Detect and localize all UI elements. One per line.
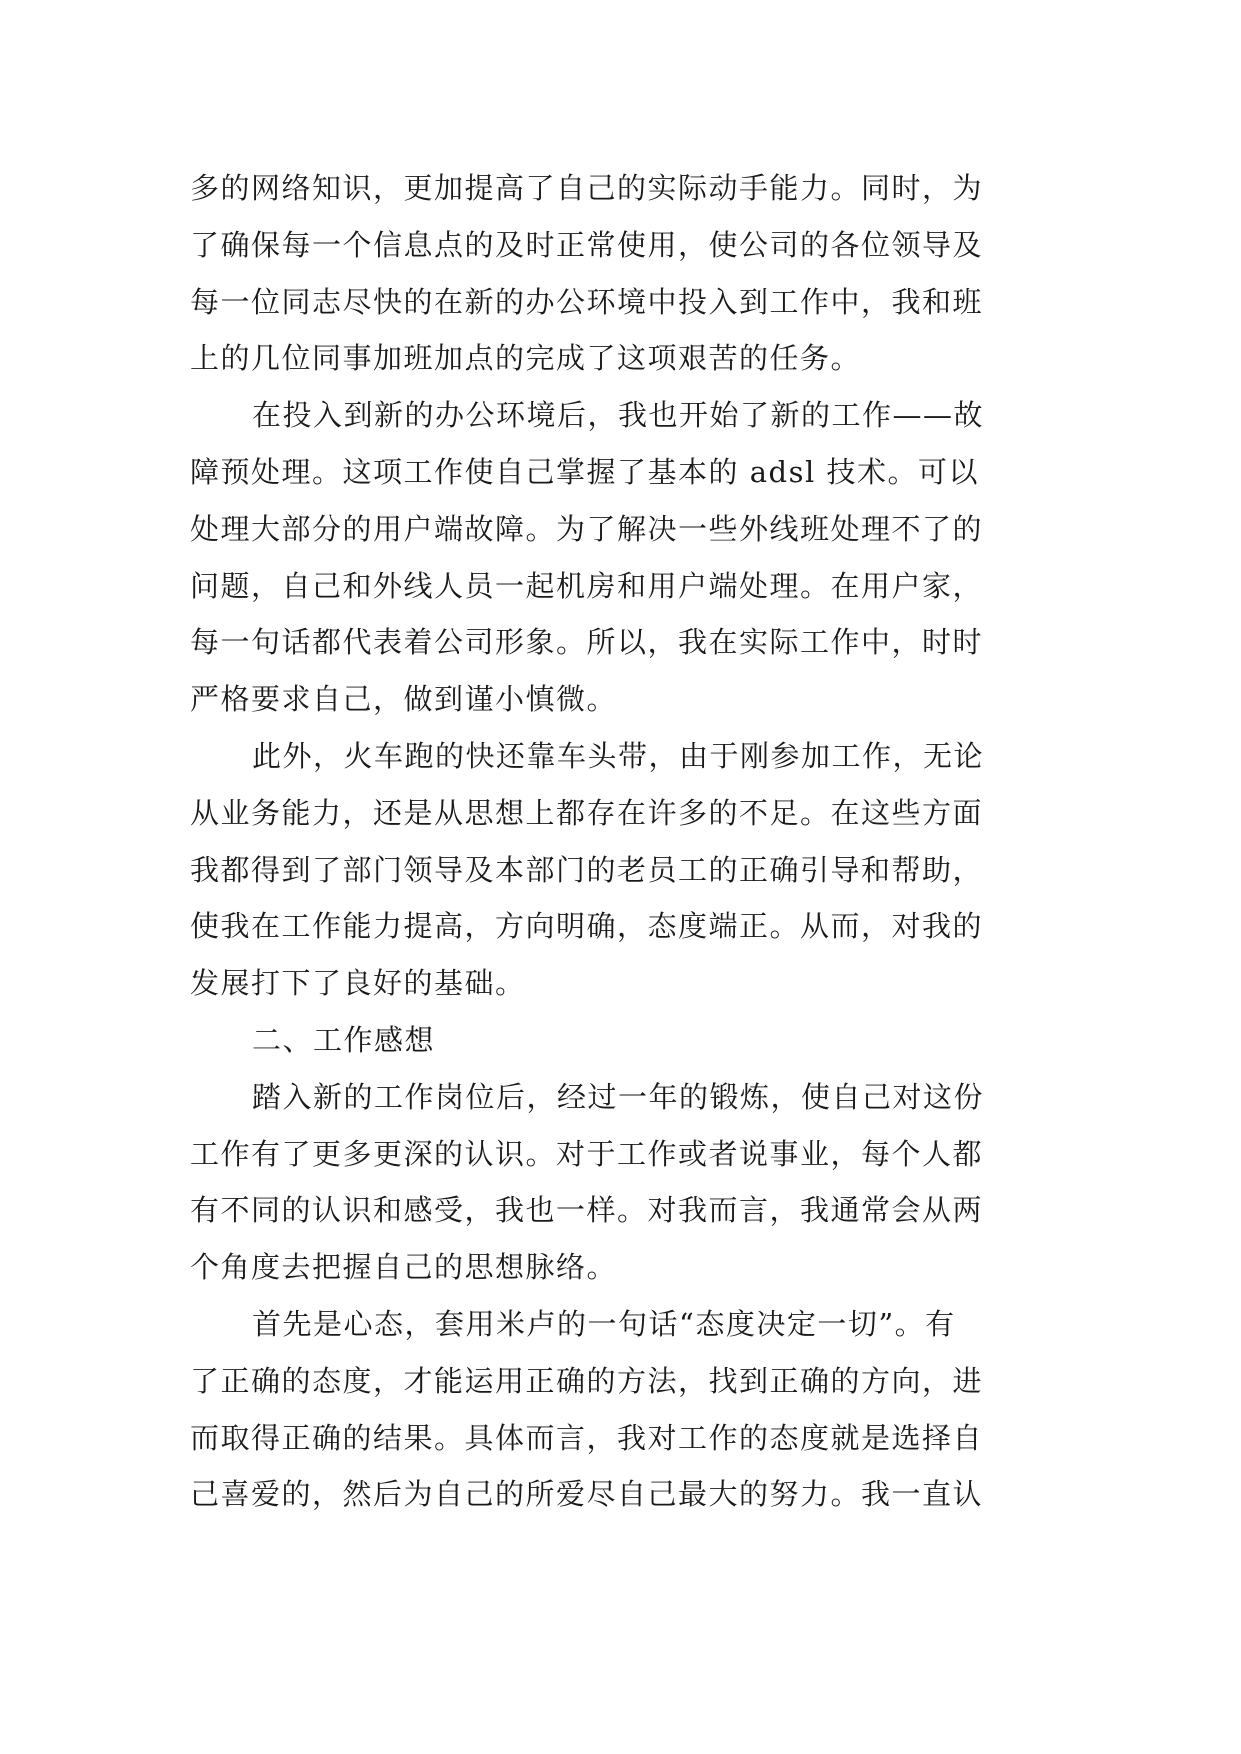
text-line: 上的几位同事加班加点的完成了这项艰苦的任务。: [190, 341, 862, 376]
text-line: 每一位同志尽快的在新的办公环境中投入到工作中，我和班: [190, 284, 984, 319]
text-line: 障预处理。这项工作使自己掌握了基本的 adsl 技术。可以: [190, 454, 979, 489]
text-line: 处理大部分的用户端故障。为了解决一些外线班处理不了的: [190, 511, 984, 546]
paragraph-first-line: 在投入到新的办公环境后，我也开始了新的工作——故: [252, 398, 985, 433]
text-line: 发展打下了良好的基础。: [190, 966, 526, 1001]
text-line: 从业务能力，还是从思想上都存在许多的不足。在这些方面: [190, 795, 984, 830]
document-body: [190, 160, 1050, 1523]
text-line: 问题，自己和外线人员一起机房和用户端处理。在用户家，: [190, 568, 984, 603]
text-line: 个角度去把握自己的思想脉络。: [190, 1250, 618, 1285]
text-line: 工作有了更多更深的认识。对于工作或者说事业，每个人都: [190, 1136, 984, 1171]
text-line: 多的网络知识，更加提高了自己的实际动手能力。同时，为: [190, 171, 984, 205]
text-line: 而取得正确的结果。具体而言，我对工作的态度就是选择自: [190, 1420, 984, 1455]
paragraph-first-line: 踏入新的工作岗位后，经过一年的锻炼，使自己对这份: [252, 1079, 985, 1114]
text-line: 我都得到了部门领导及本部门的老员工的正确引导和帮助，: [190, 852, 984, 887]
text-line: 严格要求自己，做到谨小慎微。: [190, 682, 618, 717]
paragraph-first-line: 此外，火车跑的快还靠车头带，由于刚参加工作，无论: [252, 738, 985, 773]
text-line: 了正确的态度，才能运用正确的方法，找到正确的方向，进: [190, 1363, 984, 1398]
text-line: 己喜爱的，然后为自己的所爱尽自己最大的努力。我一直认: [190, 1477, 984, 1512]
text-line: 有不同的认识和感受，我也一样。对我而言，我通常会从两: [190, 1193, 984, 1228]
section-heading: 二、工作感想: [252, 1022, 436, 1057]
text-line: 了确保每一个信息点的及时正常使用，使公司的各位领导及: [190, 227, 984, 262]
text-line: 使我在工作能力提高，方向明确，态度端正。从而，对我的: [190, 909, 984, 944]
text-line: 每一句话都代表着公司形象。所以，我在实际工作中，时时: [190, 625, 984, 660]
paragraph-first-line: 首先是心态，套用米卢的一句话“态度决定一切”。有: [252, 1306, 956, 1341]
